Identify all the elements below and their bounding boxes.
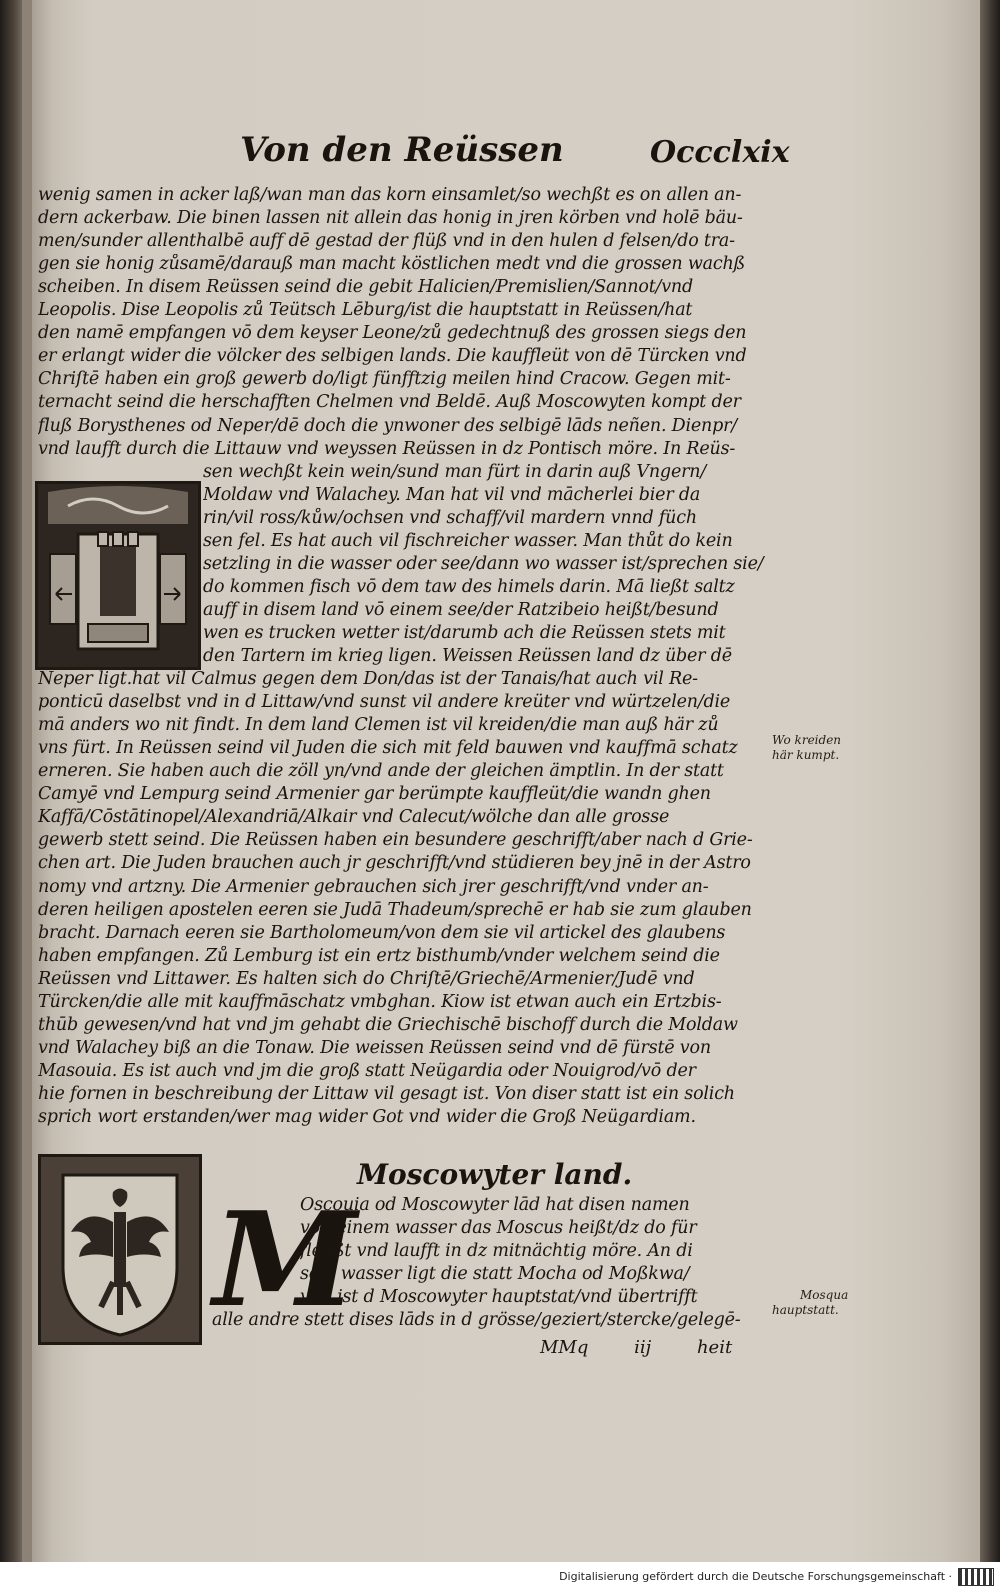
text-line: fluß Borysthenes od Neper/dē doch die ynwoner des selbigē lāds neñen. Dienpr/ — [38, 415, 737, 436]
margin-note-line: Wo kreiden — [772, 733, 842, 747]
text-line: vnd laufft durch die Littauw vnd weyssen Reüssen in dz Pontisch möre. In Reüs- — [38, 438, 736, 459]
text-line: hie fornen in beschreibung der Littaw vil gesagt ist. Von diser statt ist ein solich — [38, 1083, 735, 1104]
text-line: mā anders wo nit findt. In dem land Clemen ist vil kreiden/die man auß här zů — [38, 715, 719, 736]
text-line: Camyē vnd Lempurg seind Armenier gar berümpte kauffleüt/die wandn ghen — [38, 784, 711, 805]
text-line: haben empfangen. Zů Lemburg ist ein ertz bisthumb/vnder welchem seind die — [38, 945, 720, 966]
dfg-logo-icon — [958, 1568, 994, 1586]
text-line: thūb gewesen/vnd hat vnd jm gehabt die Griechischē bischoff durch die Moldaw — [38, 1014, 738, 1035]
margin-note-line: här kumpt. — [772, 748, 840, 762]
text-line: erneren. Sie haben auch die zöll yn/vnd ande der gleichen ämptlin. In der statt — [38, 761, 724, 782]
book-left-edge — [0, 0, 22, 1562]
drop-cap-initial: M — [213, 1183, 357, 1336]
text-line: Neper ligt.hat vil Calmus gegen dem Don/das ist der Tanais/hat auch vil Re- — [38, 669, 698, 690]
text-line: auff in disem land vō einem see/der Ratzibeio heißt/besund — [203, 599, 719, 620]
margin-note-line: Mosqua — [800, 1288, 849, 1302]
text-line: rin/vil ross/kůw/ochsen vnd schaff/vil mardern vnnd füch — [203, 507, 697, 528]
woodcut-tower-arms — [35, 481, 201, 670]
section-text-line: Oscouia od Moscowyter lād hat disen namen — [300, 1195, 690, 1215]
text-line: vns fürt. In Reüssen seind vil Juden die sich mit feld bauwen vnd kauffmā schatz — [38, 738, 738, 759]
margin-note-kreiden — [772, 733, 841, 763]
folio-number: Occclxix — [650, 135, 790, 170]
section-text-line: sem wasser ligt die statt Mocha od Moßkwa/ — [300, 1264, 690, 1285]
text-line: den namē empfangen vō dem keyser Leone/zů gedechtnuß des grossen siegs den — [38, 323, 747, 344]
section-text-line: vnd ist d Moscowyter hauptstat/vnd übertrifft — [300, 1287, 698, 1308]
text-line: er erlangt wider die völcker des selbigen lands. Die kauffleüt von dē Türcken vnd — [38, 346, 747, 367]
text-line: Kaffā/Cōstātinopel/Alexandriā/Alkair vnd Calecut/wölche dan alle grosse — [38, 807, 670, 828]
catchword-line — [540, 1337, 772, 1358]
section-text-line: von einem wasser das Moscus heißt/dz do für — [300, 1218, 697, 1239]
text-line: dern ackerbaw. Die binen lassen nit allein das honig in jren körben vnd holē bäu- — [38, 208, 743, 229]
text-line: Türcken/die alle mit kauffmāschatz vmbghan. Kiow ist etwan auch ein Ertzbis- — [38, 991, 722, 1012]
text-line: wen es trucken wetter ist/darumb ach die Reüssen stets mit — [203, 622, 726, 643]
signature-mark: MMq — [540, 1337, 589, 1358]
woodcut-eagle-arms — [38, 1154, 202, 1345]
funding-credit: Digitalisierung gefördert durch die Deutsche Forschungsgemeinschaft · — [559, 1570, 952, 1583]
text-line: nomy vnd artzny. Die Armenier gebrauchen sich jrer geschrifft/vnd vnder an- — [38, 876, 709, 897]
text-line: do kommen fisch vō dem taw des himels darin. Mā ließt saltz — [203, 576, 735, 597]
section-text-line: alle andre stett dises lāds in d grösse/geziert/stercke/gelegē- — [212, 1310, 741, 1331]
text-line: sen wechßt kein wein/sund man fürt in darin auß Vngern/ — [203, 461, 707, 482]
tower-arms-illustration — [38, 484, 198, 667]
text-line: Leopolis. Dise Leopolis zů Teütsch Lēburg/ist die hauptstatt in Reüssen/hat — [38, 300, 693, 321]
text-line: Moldaw vnd Walachey. Man hat vil vnd mācherlei bier da — [203, 484, 701, 505]
section-heading: Moscowyter land. — [357, 1158, 633, 1191]
text-line: gen sie honig zůsamē/darauß man macht köstlichen medt vnd die grossen wachß — [38, 254, 746, 275]
previous-page-strip — [22, 0, 32, 1562]
text-line: chen art. Die Juden brauchen auch jr geschrifft/vnd stüdieren bey jnē in der Astro — [38, 853, 751, 874]
text-line: wenig samen in acker laß/wan man das korn einsamlet/so wechßt es on allen an- — [38, 185, 742, 205]
text-line: deren heiligen apostelen eeren sie Judā Thadeum/sprechē er hab sie zum glauben — [38, 899, 752, 920]
signature-number: iij — [634, 1337, 652, 1358]
margin-note-line: hauptstatt. — [772, 1303, 839, 1317]
book-right-edge — [980, 0, 1000, 1562]
text-line: den Tartern im krieg ligen. Weissen Reüssen land dz über dē — [203, 646, 732, 666]
text-line: sen fel. Es hat auch vil fischreicher wasser. Man thůt do kein — [203, 530, 733, 551]
margin-note-mosqua — [772, 1288, 848, 1318]
text-line: gewerb stett seind. Die Reüssen haben ein besundere geschrifft/aber nach d Grie- — [38, 830, 753, 851]
text-line: vnd Walachey biß an die Tonaw. Die weissen Reüssen seind vnd dē fürstē von — [38, 1037, 711, 1058]
text-line: Chriſtē haben ein groß gewerb do/ligt fünfftzig meilen hind Cracow. Gegen mit- — [38, 369, 731, 390]
text-line: Masouia. Es ist auch vnd jm die groß statt Neügardia oder Nouigrod/vō der — [38, 1060, 696, 1081]
running-title: Von den Reüssen — [240, 130, 564, 170]
section-text-line: fleüßt vnd laufft in dz mitnächtig möre. An di — [300, 1241, 693, 1262]
text-line: setzling in die wasser oder see/dann wo wasser ist/sprechen sie/ — [203, 553, 764, 574]
text-line: bracht. Darnach eeren sie Bartholomeum/von dem sie vil artickel des glaubens — [38, 922, 726, 943]
text-line: ponticū daselbst vnd in d Littaw/vnd sunst vil andere kreüter vnd würtzelen/die — [38, 692, 731, 713]
catchword: heit — [696, 1337, 733, 1358]
text-line: ternacht seind die herschafften Chelmen vnd Beldē. Auß Moscowyten kompt der — [38, 392, 741, 413]
text-line: Reüssen vnd Littawer. Es halten sich do Chriſtē/Griechē/Armenier/Judē vnd — [38, 968, 695, 989]
text-line: sprich wort erstanden/wer mag wider Got vnd wider die Groß Neügardiam. — [38, 1107, 696, 1127]
eagle-arms-illustration — [41, 1157, 199, 1342]
footer-bar — [0, 1562, 1000, 1592]
text-line: men/sunder allenthalbē auff dē gestad der flüß vnd in den hulen d felsen/do tra- — [38, 231, 735, 252]
text-line: scheiben. In disem Reüssen seind die gebit Halicien/Premislien/Sannot/vnd — [38, 277, 693, 298]
